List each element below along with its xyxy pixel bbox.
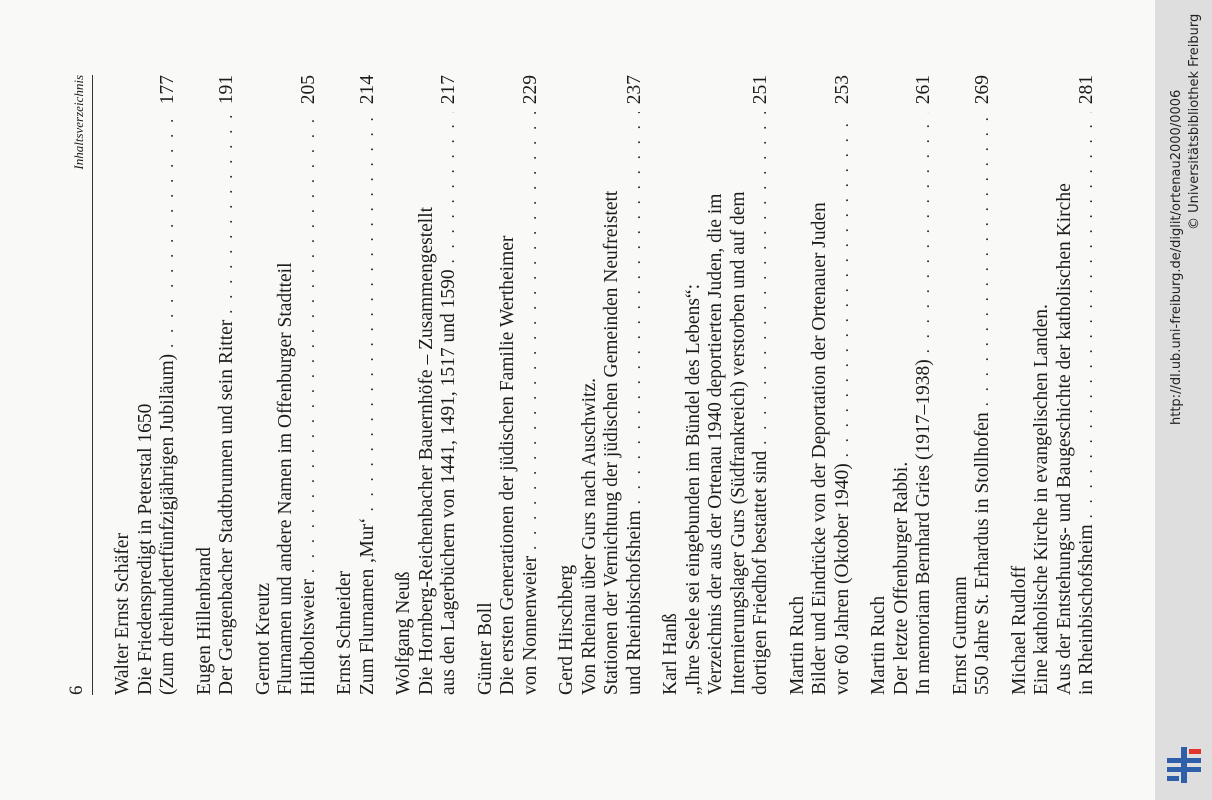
entry-title-line: Bilder und Eindrücke von der Deportation der Ortenauer Juden (809, 202, 830, 695)
viewer-sidebar (1155, 0, 1212, 800)
entry-title-line: Die ersten Generationen der jüdischen Familie Wertheimer (497, 235, 518, 695)
entry-title-line: Stationen der Vernichtung der jüdischen Gemeinden Neufreistett (601, 190, 622, 695)
entry-author: Günter Boll (474, 602, 496, 695)
entry-page-number: 191 (216, 75, 237, 105)
leader-dots (521, 112, 544, 550)
entry-last-line (972, 75, 996, 695)
entry-last-line (520, 75, 544, 695)
table-of-contents (112, 75, 1113, 695)
entry-title-line: Hildboltsweier (297, 579, 319, 695)
entry-title-line: Aus der Entstehungs- und Baugeschichte der katholischen Kirche (1053, 183, 1075, 695)
entry-last-line (1076, 75, 1100, 695)
leader-dots (358, 112, 381, 511)
entry-title-line: von Nonnenweier (519, 555, 541, 695)
leader-dots (833, 112, 856, 457)
entry-author: Wolfgang Neuß (393, 571, 414, 695)
source-url[interactable]: http://dl.ub.uni-freiburg.de/diglit/ortenau2000/0006 (1169, 89, 1184, 425)
entry-last-line (357, 75, 381, 695)
entry-title-line: Verzeichnis der aus der Ortenau 1940 deportierten Juden, die im (705, 193, 726, 695)
entry-title-line: In memoriam Bernhard Gries (1917–1938) (913, 359, 934, 695)
entry-title-line: Flurnamen und andere Namen im Offenburger Stadtteil (275, 262, 296, 695)
entry-page-number: 261 (913, 75, 934, 105)
copyright-notice: © Universitätsbibliothek Freiburg (1187, 13, 1202, 230)
entry-last-line (624, 75, 648, 695)
sidebar-text (1155, 0, 1212, 800)
entry-page-number: 281 (1076, 75, 1097, 105)
entry-title-line: Von Rheinau über Gurs nach Auschwitz. (578, 378, 600, 695)
entry-last-line (832, 75, 856, 695)
ub-freiburg-logo-icon (1164, 745, 1204, 785)
entry-page-number: 237 (623, 75, 645, 105)
entry-author: Walter Ernst Schäfer (112, 533, 133, 695)
entry-author: Martin Ruch (868, 595, 889, 695)
toc-entry (787, 75, 856, 695)
entry-title-line: Der Gengenbacher Stadtbrunnen und sein Ritter (216, 319, 237, 695)
entry-last-line (157, 75, 181, 695)
page-number: 6 (66, 685, 87, 695)
entry-page-number: 251 (750, 75, 771, 105)
running-title: Inhaltsverzeichnis (71, 75, 86, 170)
toc-entry (950, 75, 996, 695)
entry-author: Martin Ruch (786, 595, 808, 695)
entry-author: Michael Rudloff (1008, 565, 1030, 695)
entry-title-line: Internierungslager Gurs (Südfrankreich) verstorben und auf dem (727, 191, 749, 695)
entry-last-line (216, 75, 240, 695)
toc-entry (194, 75, 240, 695)
entry-title-line: „Ihre Seele sei eingebunden im Bündel des Lebens“: (682, 284, 704, 695)
entry-page-number: 214 (356, 75, 378, 105)
leader-dots (158, 112, 181, 348)
leader-dots (751, 112, 774, 445)
entry-title-line: Die Friedenspredigt in Peterstal 1650 (134, 403, 156, 695)
leader-dots (439, 112, 462, 263)
entry-author: Gerd Hirschberg (556, 564, 577, 695)
entry-author: Eugen Hillenbrand (193, 547, 215, 695)
entry-last-line (438, 75, 462, 695)
entry-title-line: aus den Lagerbüchern von 1441, 1491, 1517 und 1590 (438, 269, 459, 695)
leader-dots (1077, 112, 1100, 518)
entry-title-line: Zum Flurnamen ‚Mur‘ (356, 517, 378, 695)
entry-title-line: (Zum dreihundertfünfzigjährigen Jubiläum) (157, 353, 178, 695)
entry-page-number: 177 (157, 75, 178, 105)
toc-entry (556, 75, 647, 695)
entry-page-number: 217 (438, 75, 459, 105)
entry-title-line: Die Hornberg-Reichenbacher Bauernhöfe – Zusammengestellt (415, 206, 437, 695)
entry-title-line: in Rheinbischofsheim (1076, 524, 1097, 695)
toc-entry (660, 75, 774, 695)
leader-dots (625, 112, 648, 504)
entry-page-number: 253 (831, 75, 853, 105)
running-header (68, 75, 93, 695)
toc-entry (393, 75, 462, 695)
toc-entry (475, 75, 544, 695)
leader-dots (973, 112, 996, 406)
entry-last-line (298, 75, 322, 695)
entry-author: Karl Hanß (660, 613, 681, 695)
entry-author: Ernst Schneider (334, 570, 355, 695)
leader-dots (299, 112, 322, 573)
leader-dots (217, 112, 240, 313)
entry-title-line: vor 60 Jahren (Oktober 1940) (831, 463, 853, 695)
entry-page-number: 205 (297, 75, 319, 105)
toc-entry (253, 75, 322, 695)
entry-last-line (750, 75, 774, 695)
entry-title-line: und Rheinbischofsheim (623, 510, 645, 695)
entry-title-line: 550 Jahre St. Erhardus in Stollhofen (972, 412, 993, 695)
toc-entry (1009, 75, 1100, 695)
entry-title-line: Der letzte Offenburger Rabbi. (890, 461, 912, 695)
entry-page-number: 229 (519, 75, 541, 105)
toc-entry (112, 75, 181, 695)
entry-title-line: Eine katholische Kirche in evangelischen Landen. (1031, 304, 1052, 695)
entry-author: Ernst Gutmann (949, 576, 971, 695)
entry-last-line (913, 75, 937, 695)
leader-dots (914, 112, 937, 353)
entry-title-line: dortigen Friedhof bestattet sind (750, 450, 771, 695)
entry-page-number: 269 (972, 75, 993, 105)
toc-entry (868, 75, 937, 695)
entry-author: Gernot Kreutz (252, 582, 274, 695)
toc-entry (334, 75, 380, 695)
